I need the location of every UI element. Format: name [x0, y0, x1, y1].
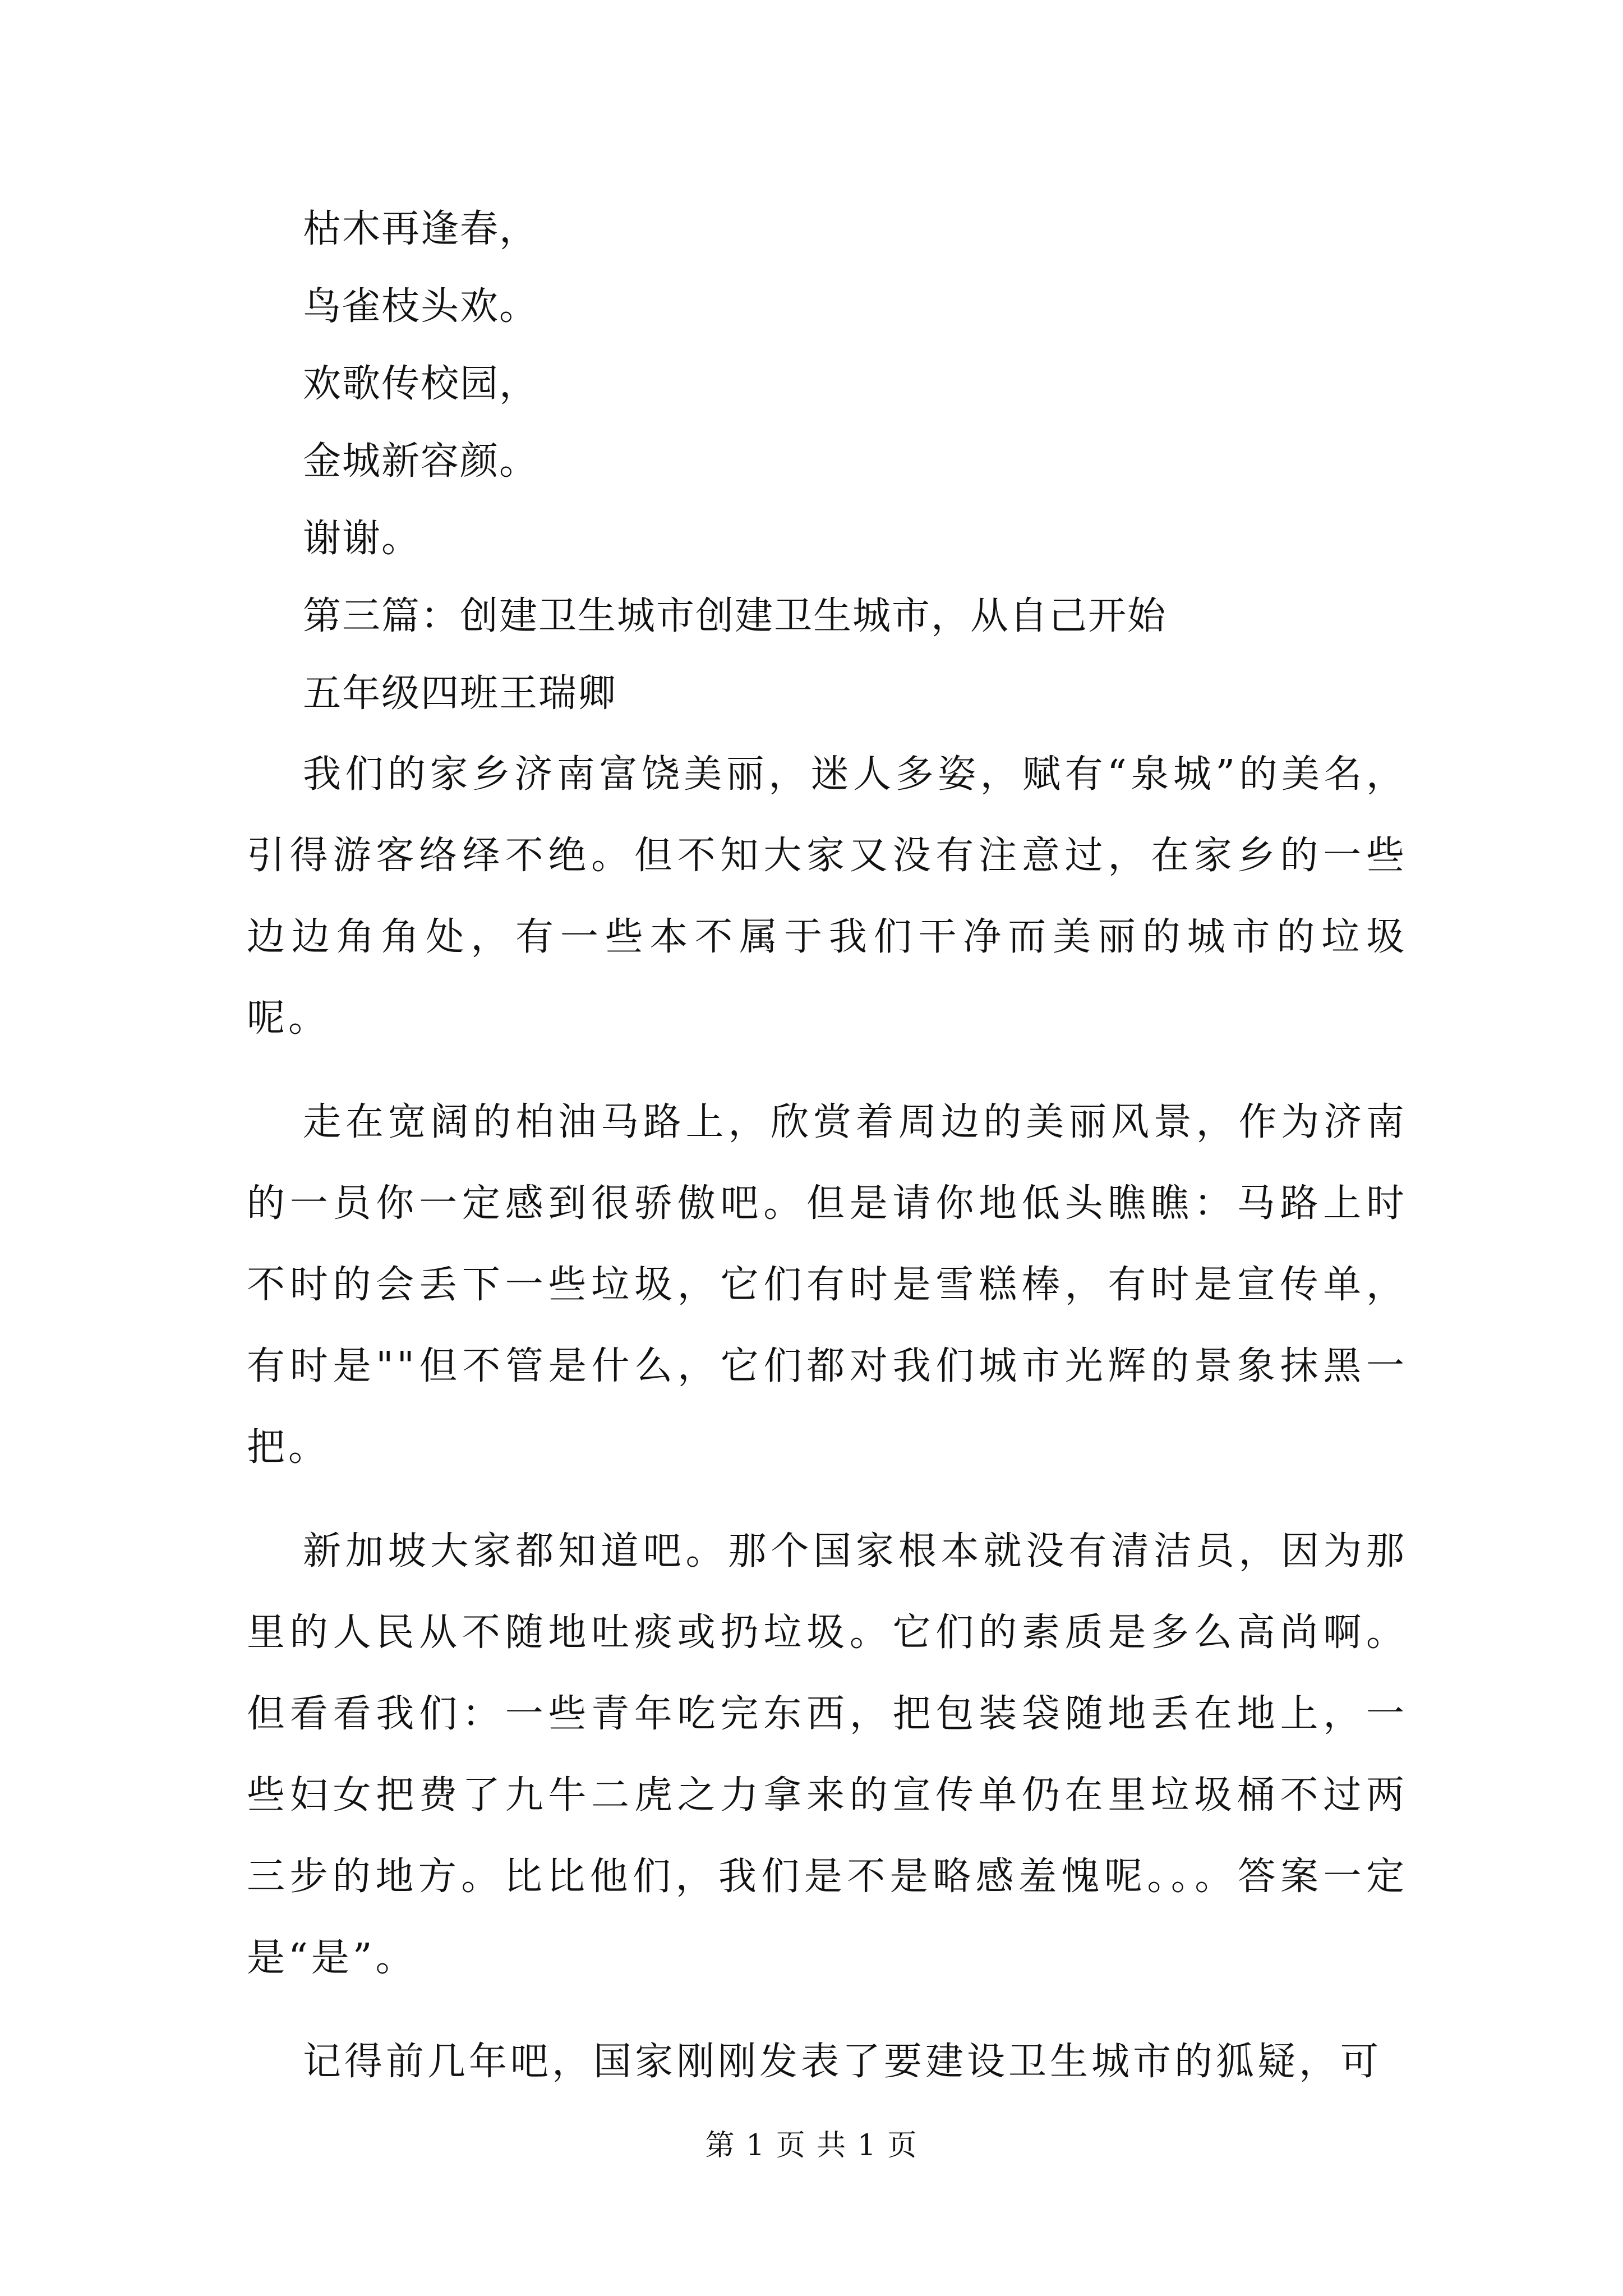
paragraph: 新加坡大家都知道吧。那个国家根本就没有清洁员，因为那里的人民从不随地吐痰或扔垃圾。它们的素质是多么高尚啊。但看看我们：一些青年吃完东西，把包装袋随地丢在地上，一些妇女把费了九牛二虎之力拿来的宣传单仍在里垃圾桶不过两三步的地方。比比他们，我们是不是略感羞愧呢。。。答案一定是“是”。 — [247, 1529, 1408, 1980]
poem-line: 鸟雀枝头欢。 — [303, 284, 539, 329]
paragraph: 记得前几年吧，国家刚刚发表了要建设卫生城市的狐疑，可 — [303, 2040, 1382, 2084]
author-line: 五年级四班王瑞卿 — [303, 671, 617, 716]
paragraph-gap — [247, 1488, 1408, 1511]
closing-thanks: 谢谢。 — [303, 517, 421, 561]
section-title: 第三篇：创建卫生城市创建卫生城市，从自己开始 — [303, 594, 1167, 638]
paragraph: 走在宽阔的柏油马路上，欣赏着周边的美丽风景，作为济南的一员你一定感到很骄傲吧。但是请你地低头瞧瞧：马路上时不时的会丢下一些垃圾，它们有时是雪糕棒，有时是宣传单，有时是""但不管是什么，它们都对我们城市光辉的景象抹黑一把。 — [247, 1100, 1408, 1470]
poem-line: 枯木再逢春， — [303, 207, 539, 251]
page-footer: 第 1 页 共 1 页 — [705, 2129, 918, 2162]
paragraph-gap — [247, 1059, 1408, 1082]
poem-line: 金城新容颜。 — [303, 439, 539, 484]
document-body — [247, 191, 1408, 2102]
paragraph: 我们的家乡济南富饶美丽，迷人多姿，赋有“泉城”的美名，引得游客络绎不绝。但不知大家又没有注意过，在家乡的一些边边角角处，有一些本不属于我们干净而美丽的城市的垃圾呢。 — [247, 752, 1408, 1041]
poem-line: 欢歌传校园， — [303, 362, 539, 406]
paragraph-gap — [247, 1999, 1408, 2021]
